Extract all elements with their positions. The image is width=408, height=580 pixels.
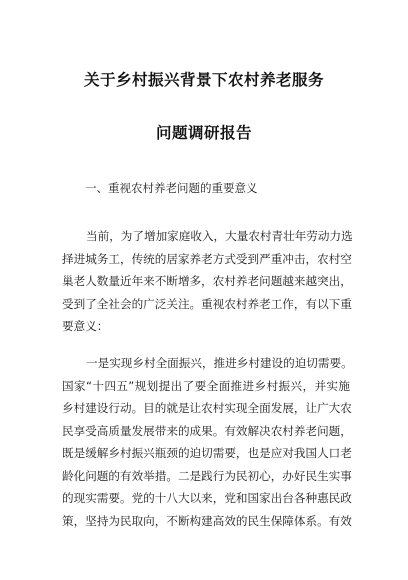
paragraph-1-line: 择进城务工，传统的居家养老方式受到严重冲击，农村空 xyxy=(62,252,352,266)
paragraph-2-line: 龄化问题的有效举措。二是践行为民初心，办好民生实事 xyxy=(62,469,352,483)
paragraph-2-line: 策，坚持为民取向，不断构建高效的民生保障体系。有效 xyxy=(62,514,352,528)
paragraph-1-line: 要意义： xyxy=(62,319,109,333)
paragraph-1-line: 当前，为了增加家庭收入，大量农村青壮年劳动力选 xyxy=(86,229,353,243)
paragraph-2-line: 民享受高质量发展带来的成果。有效解决农村养老问题， xyxy=(62,424,352,438)
paragraph-2-line: 国家“十四五”规划提出了要全面推进乡村振兴，并实施 xyxy=(62,379,350,393)
section-heading: 一、重视农村养老问题的重要意义 xyxy=(85,181,258,195)
paragraph-1-line: 受到了全社会的广泛关注。重视农村养老工作，有以下重 xyxy=(62,297,352,311)
document-title-line-1: 关于乡村振兴背景下农村养老服务 xyxy=(83,71,324,89)
paragraph-2-line: 既是缓解乡村振兴瓶颈的迫切需要，也是应对我国人口老 xyxy=(62,446,352,460)
document-title-line-2: 问题调研报告 xyxy=(155,124,252,142)
paragraph-2-line: 的现实需要。党的十八大以来，党和国家出台各种惠民政 xyxy=(62,491,352,505)
paragraph-1-line: 巢老人数量近年来不断增多，农村养老问题越来越突出， xyxy=(62,274,352,288)
paragraph-2-line: 一是实现乡村全面振兴，推进乡村建设的迫切需要。 xyxy=(86,356,353,370)
paragraph-2-line: 乡村建设行动。目的就是让农村实现全面发展，让广大农 xyxy=(62,401,352,415)
